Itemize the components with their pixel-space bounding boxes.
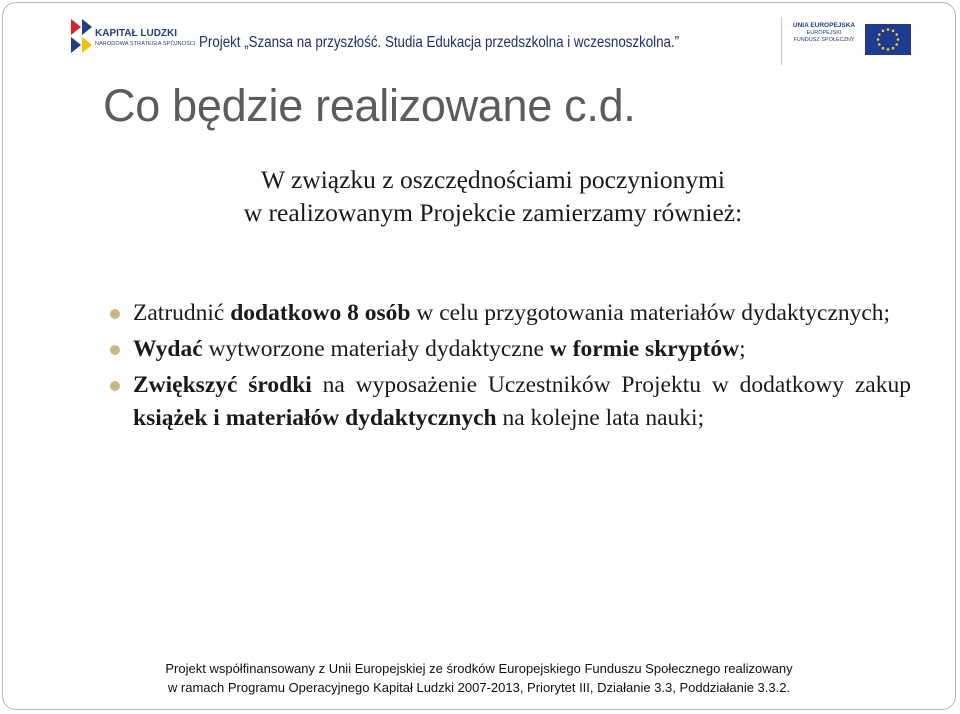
bullet-text (133, 300, 890, 326)
header (3, 3, 955, 69)
bullet-segment-bold: w formie skryptów (549, 336, 740, 362)
kapital-ludzki-subtitle: NARODOWA STRATEGIA SPÓJNOŚCI (95, 41, 196, 47)
footer-line-1: Projekt współfinansowany z Unii Europejskiej ze środków Europejskiego Funduszu Społecznego realizowany (165, 661, 793, 676)
bullet-segment: wytworzone materiały dydaktyczne (202, 336, 550, 362)
intro-line-1: W związku z oszczędnościami poczynionymi (260, 165, 726, 194)
bullet-dot-icon (110, 345, 120, 355)
bullet-item (103, 297, 911, 330)
bullet-item (103, 369, 911, 435)
bullet-segment: w celu przygotowania materiałów dydaktycznych; (410, 300, 891, 326)
bullet-list (103, 297, 911, 438)
slide (2, 2, 956, 710)
eu-logo-line3: FUNDUSZ SPOŁECZNY (793, 37, 855, 43)
slide-title: Co będzie realizowane c.d. (103, 80, 636, 131)
eu-flag-icon (865, 24, 911, 55)
kapital-ludzki-logo (69, 17, 196, 57)
bullet-text (133, 369, 911, 435)
bullet-segment: na kolejne lata nauki; (496, 405, 705, 431)
bullet-text (133, 336, 746, 362)
footer (3, 659, 955, 697)
bullet-item (103, 333, 911, 366)
bullet-dot-icon (110, 381, 120, 391)
kapital-ludzki-name: KAPITAŁ LUDZKI (95, 28, 178, 39)
bullet-segment: Zatrudnić (133, 300, 231, 326)
bullet-segment: ; (739, 336, 746, 362)
bullet-segment-bold: Zwiększyć środki (133, 372, 312, 398)
footer-line-2: w ramach Programu Operacyjnego Kapitał Ludzki 2007-2013, Priorytet III, Działanie 3.3, Poddziałanie 3.3.2. (167, 680, 791, 695)
kapital-ludzki-emblem-icon (69, 17, 93, 55)
project-title: Projekt „Szansa na przyszłość. Studia Edukacja przedszkolna i wczesnoszkolna.” (199, 34, 680, 51)
eu-logo-line1: UNIA EUROPEJSKA (792, 22, 856, 29)
bullet-segment-bold: książek i materiałów dydaktycznych (133, 405, 497, 431)
bullet-segment: na wyposażenie Uczestników Projektu w dodatkowy zakup (311, 372, 911, 398)
eu-logo (789, 22, 911, 62)
bullet-dot-icon (110, 309, 120, 319)
intro-line-2: w realizowanym Projekcie zamierzamy również: (243, 198, 743, 227)
eu-logo-line2: EUROPEJSKI (806, 30, 842, 36)
bullet-segment-bold: Wydać (133, 336, 203, 362)
header-divider (781, 17, 782, 65)
bullet-segment-bold: dodatkowo 8 osób (230, 300, 411, 326)
eu-logo-text (789, 22, 859, 44)
intro-text (103, 163, 883, 229)
